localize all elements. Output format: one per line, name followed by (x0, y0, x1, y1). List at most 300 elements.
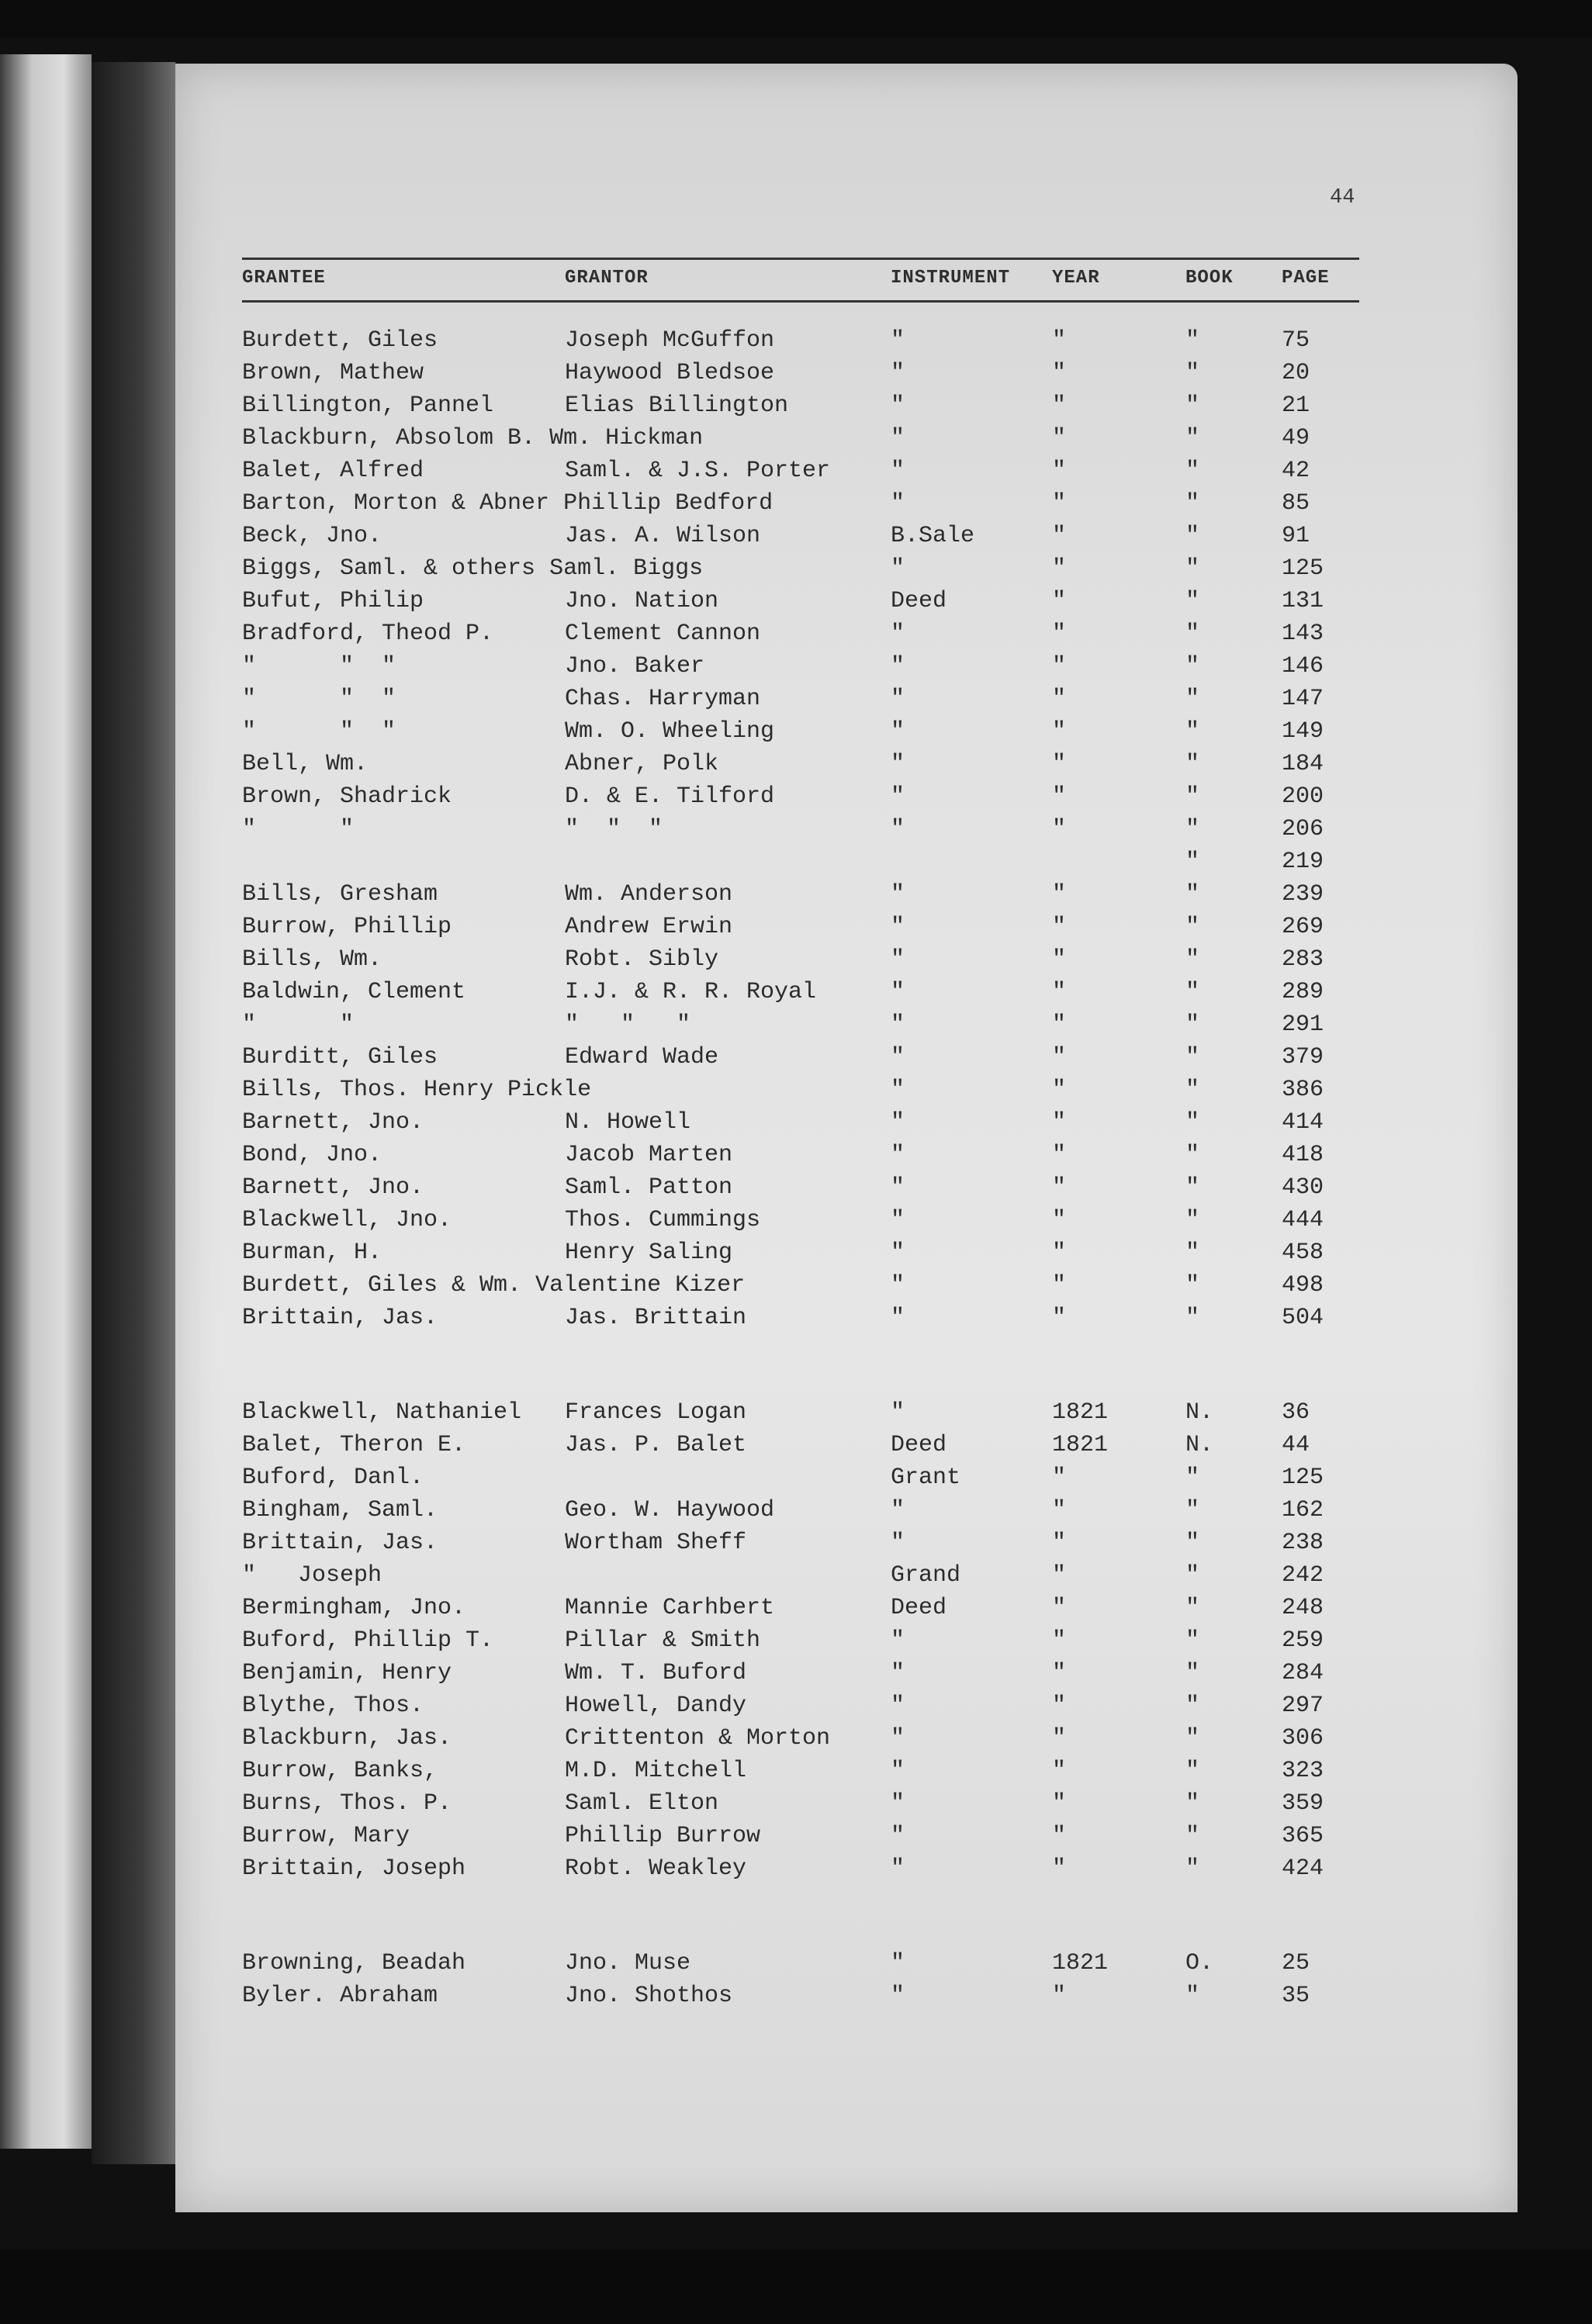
cell-year: " (1052, 523, 1067, 549)
cell-grantee: Brittain, Jas. (242, 1530, 438, 1556)
cell-book: " (1185, 360, 1200, 386)
cell-grantor: Jno. Shothos (565, 1983, 733, 2009)
cell-year: " (1052, 1174, 1067, 1201)
header-book: BOOK (1185, 268, 1234, 289)
cell-grantor: Wm. T. Buford (565, 1660, 747, 1686)
cell-grantor: Wm. Anderson (565, 881, 733, 908)
cell-instrument: " (891, 393, 905, 419)
cell-year: " (1052, 327, 1067, 354)
cell-year: " (1052, 1272, 1067, 1299)
cell-book: " (1185, 849, 1200, 875)
cell-grantor: Wortham Sheff (565, 1530, 747, 1556)
cell-book: " (1185, 1660, 1200, 1686)
cell-instrument: " (891, 1855, 905, 1882)
cell-year: " (1052, 1530, 1067, 1556)
table-row (175, 1823, 1494, 1854)
cell-grantee: Bingham, Saml. (242, 1497, 438, 1523)
cell-grantee: Burdett, Giles (242, 327, 438, 354)
cell-instrument: " (891, 881, 905, 908)
cell-year: " (1052, 1855, 1067, 1882)
cell-year: " (1052, 653, 1067, 680)
cell-instrument: " (891, 1758, 905, 1784)
cell-page: 418 (1282, 1142, 1324, 1168)
cell-book: " (1185, 914, 1200, 940)
cell-book: " (1185, 327, 1200, 354)
cell-page: 289 (1282, 979, 1324, 1005)
cell-page: 42 (1282, 458, 1310, 484)
cell-grantor: N. Howell (565, 1109, 691, 1136)
cell-year: " (1052, 621, 1067, 647)
cell-page: 125 (1282, 555, 1324, 582)
cell-page: 283 (1282, 946, 1324, 973)
cell-book: " (1185, 881, 1200, 908)
table-row (175, 1855, 1494, 1887)
cell-book: " (1185, 1693, 1200, 1719)
cell-book: " (1185, 1758, 1200, 1784)
cell-book: " (1185, 979, 1200, 1005)
cell-grantor: I.J. & R. R. Royal (565, 979, 817, 1005)
cell-grantee: " " (242, 1012, 355, 1038)
cell-year: " (1052, 425, 1067, 451)
cell-page: 259 (1282, 1627, 1324, 1654)
cell-book: " (1185, 686, 1200, 712)
cell-year: " (1052, 1465, 1067, 1491)
table-row (175, 1983, 1494, 2014)
header-grantor: GRANTOR (565, 268, 649, 289)
table-row (175, 1399, 1494, 1430)
cell-book: " (1185, 1497, 1200, 1523)
cell-instrument: Grant (891, 1465, 961, 1491)
cell-grantee: Burrow, Mary (242, 1823, 410, 1849)
cell-instrument: " (891, 946, 905, 973)
cell-book: " (1185, 1790, 1200, 1817)
cell-instrument: " (891, 1627, 905, 1654)
cell-instrument: " (891, 751, 905, 777)
cell-year: " (1052, 1627, 1067, 1654)
cell-grantee: Byler. Abraham (242, 1983, 438, 2009)
cell-grantee: Burrow, Banks, (242, 1758, 438, 1784)
photo-top-border (0, 0, 1592, 37)
cell-grantee: " Joseph (242, 1562, 382, 1589)
table-row (175, 1595, 1494, 1626)
cell-grantor: Abner, Polk (565, 751, 719, 777)
header-instrument: INSTRUMENT (891, 268, 1011, 289)
cell-grantor: Jno. Nation (565, 588, 719, 614)
cell-grantor: D. & E. Tilford (565, 783, 775, 810)
cell-grantee: Brittain, Joseph (242, 1855, 466, 1882)
cell-page: 430 (1282, 1174, 1324, 1201)
table-row (175, 718, 1494, 749)
cell-page: 219 (1282, 849, 1324, 875)
cell-book: " (1185, 1725, 1200, 1752)
cell-page: 323 (1282, 1758, 1324, 1784)
cell-page: 75 (1282, 327, 1310, 354)
cell-grantor: Robt. Weakley (565, 1855, 747, 1882)
table-row (175, 621, 1494, 652)
cell-year: " (1052, 1305, 1067, 1331)
cell-year: " (1052, 751, 1067, 777)
cell-year: " (1052, 1109, 1067, 1136)
table-row (175, 653, 1494, 684)
cell-book: " (1185, 1012, 1200, 1038)
table-row (175, 523, 1494, 554)
adjacent-page-edge (0, 54, 92, 2149)
cell-page: 85 (1282, 490, 1310, 517)
table-row (175, 1497, 1494, 1528)
cell-page: 20 (1282, 360, 1310, 386)
cell-page: 36 (1282, 1399, 1310, 1426)
cell-year: " (1052, 816, 1067, 842)
cell-year: " (1052, 1758, 1067, 1784)
cell-instrument: Grand (891, 1562, 961, 1589)
cell-grantee: Burman, H. (242, 1240, 382, 1266)
cell-year: " (1052, 686, 1067, 712)
cell-instrument: " (891, 1012, 905, 1038)
cell-book: " (1185, 1044, 1200, 1070)
cell-year: " (1052, 458, 1067, 484)
cell-grantor: Crittenton & Morton (565, 1725, 831, 1752)
cell-year: " (1052, 1595, 1067, 1621)
cell-year: " (1052, 1983, 1067, 2009)
table-row (175, 979, 1494, 1010)
cell-instrument: " (891, 914, 905, 940)
cell-grantee: Bond, Jno. (242, 1142, 382, 1168)
cell-page: 414 (1282, 1109, 1324, 1136)
cell-grantee: Barton, Morton & Abner Phillip Bedford (242, 490, 774, 517)
cell-grantee: Bell, Wm. (242, 751, 369, 777)
table-row (175, 393, 1494, 424)
table-row (175, 1725, 1494, 1756)
cell-year: " (1052, 360, 1067, 386)
cell-grantor: Andrew Erwin (565, 914, 733, 940)
table-row (175, 327, 1494, 358)
cell-grantee: Bills, Gresham (242, 881, 438, 908)
cell-page: 200 (1282, 783, 1324, 810)
cell-instrument: " (891, 718, 905, 745)
cell-page: 242 (1282, 1562, 1324, 1589)
table-row (175, 425, 1494, 456)
cell-book: " (1185, 1174, 1200, 1201)
cell-year: " (1052, 1240, 1067, 1266)
cell-grantee: Brown, Mathew (242, 360, 424, 386)
table-row (175, 1530, 1494, 1561)
cell-instrument: " (891, 1272, 905, 1299)
table-row (175, 588, 1494, 619)
cell-book: N. (1185, 1432, 1214, 1458)
page-number: 44 (1330, 186, 1355, 209)
cell-book: " (1185, 1983, 1200, 2009)
table-row (175, 360, 1494, 391)
cell-grantor: " " " (565, 1012, 691, 1038)
table-row (175, 555, 1494, 586)
cell-instrument: " (891, 1077, 905, 1103)
table-row (175, 686, 1494, 717)
table-row (175, 1562, 1494, 1593)
cell-grantee: Burrow, Phillip (242, 914, 452, 940)
table-row (175, 1044, 1494, 1075)
cell-instrument: " (891, 1109, 905, 1136)
cell-grantor: Jno. Muse (565, 1950, 691, 1976)
table-row (175, 1012, 1494, 1043)
cell-book: " (1185, 1530, 1200, 1556)
cell-instrument: " (891, 458, 905, 484)
cell-grantor: Jas. Brittain (565, 1305, 747, 1331)
cell-grantee: Balet, Alfred (242, 458, 424, 484)
cell-grantee: Brown, Shadrick (242, 783, 452, 810)
cell-grantee: Balet, Theron E. (242, 1432, 466, 1458)
cell-page: 25 (1282, 1950, 1310, 1976)
cell-page: 143 (1282, 621, 1324, 647)
cell-book: " (1185, 718, 1200, 745)
cell-book: " (1185, 555, 1200, 582)
cell-book: " (1185, 1305, 1200, 1331)
cell-grantee: Barnett, Jno. (242, 1109, 424, 1136)
cell-book: " (1185, 1855, 1200, 1882)
cell-book: " (1185, 1562, 1200, 1589)
cell-year: " (1052, 588, 1067, 614)
cell-grantor: Jas. A. Wilson (565, 523, 761, 549)
cell-grantee: Buford, Phillip T. (242, 1627, 494, 1654)
table-row (175, 1207, 1494, 1238)
cell-grantee: Browning, Beadah (242, 1950, 466, 1976)
cell-year: " (1052, 979, 1067, 1005)
cell-book: " (1185, 523, 1200, 549)
cell-book: " (1185, 783, 1200, 810)
cell-year: " (1052, 946, 1067, 973)
header-page: PAGE (1282, 268, 1330, 289)
cell-book: N. (1185, 1399, 1214, 1426)
cell-year: 1821 (1052, 1432, 1109, 1458)
table-row (175, 1272, 1494, 1303)
cell-grantor: Jacob Marten (565, 1142, 733, 1168)
cell-grantor: Pillar & Smith (565, 1627, 761, 1654)
cell-grantor: Phillip Burrow (565, 1823, 761, 1849)
cell-year: " (1052, 1077, 1067, 1103)
cell-year: " (1052, 1823, 1067, 1849)
cell-page: 504 (1282, 1305, 1324, 1331)
cell-year: " (1052, 490, 1067, 517)
cell-book: " (1185, 653, 1200, 680)
cell-grantee: Blackburn, Absolom B. Wm. Hickman (242, 425, 704, 451)
cell-book: " (1185, 946, 1200, 973)
cell-instrument: Deed (891, 1595, 947, 1621)
table-row (175, 1142, 1494, 1173)
table-row (175, 1109, 1494, 1140)
cell-grantee: Blackburn, Jas. (242, 1725, 452, 1752)
cell-grantee: Benjamin, Henry (242, 1660, 452, 1686)
cell-grantee: Beck, Jno. (242, 523, 382, 549)
table-row (175, 458, 1494, 489)
cell-instrument: " (891, 621, 905, 647)
cell-grantee: " " (242, 816, 355, 842)
cell-instrument: B.Sale (891, 523, 975, 549)
cell-instrument: " (891, 1174, 905, 1201)
cell-book: " (1185, 1595, 1200, 1621)
cell-instrument: " (891, 1790, 905, 1817)
cell-page: 91 (1282, 523, 1310, 549)
cell-grantee: Burns, Thos. P. (242, 1790, 452, 1817)
cell-page: 386 (1282, 1077, 1324, 1103)
cell-grantor: Jas. P. Balet (565, 1432, 747, 1458)
cell-grantor: Mannie Carhbert (565, 1595, 775, 1621)
cell-grantor: Edward Wade (565, 1044, 719, 1070)
cell-grantor: Saml. & J.S. Porter (565, 458, 831, 484)
cell-instrument: " (891, 816, 905, 842)
cell-page: 269 (1282, 914, 1324, 940)
cell-grantee: Bermingham, Jno. (242, 1595, 466, 1621)
cell-page: 379 (1282, 1044, 1324, 1070)
cell-page: 444 (1282, 1207, 1324, 1233)
cell-book: " (1185, 816, 1200, 842)
cell-instrument: " (891, 686, 905, 712)
cell-book: " (1185, 751, 1200, 777)
cell-page: 147 (1282, 686, 1324, 712)
cell-grantee: " " " (242, 718, 396, 745)
cell-book: O. (1185, 1950, 1214, 1976)
cell-book: " (1185, 458, 1200, 484)
cell-instrument: " (891, 1240, 905, 1266)
table-row (175, 1660, 1494, 1691)
cell-instrument: " (891, 1823, 905, 1849)
cell-book: " (1185, 1077, 1200, 1103)
cell-year: " (1052, 1497, 1067, 1523)
cell-year: " (1052, 1562, 1067, 1589)
cell-grantee: " " " (242, 653, 396, 680)
cell-page: 498 (1282, 1272, 1324, 1299)
header-grantee: GRANTEE (242, 268, 326, 289)
cell-page: 146 (1282, 653, 1324, 680)
cell-book: " (1185, 1627, 1200, 1654)
cell-grantor: Joseph McGuffon (565, 327, 775, 354)
cell-grantor: Wm. O. Wheeling (565, 718, 775, 745)
cell-book: " (1185, 1272, 1200, 1299)
table-row (175, 1950, 1494, 1981)
cell-instrument: " (891, 1399, 905, 1426)
cell-book: " (1185, 490, 1200, 517)
cell-page: 291 (1282, 1012, 1324, 1038)
cell-grantor: Henry Saling (565, 1240, 733, 1266)
cell-grantee: Biggs, Saml. & others Saml. Biggs (242, 555, 704, 582)
cell-year: " (1052, 1207, 1067, 1233)
cell-grantee: Blackwell, Jno. (242, 1207, 452, 1233)
cell-page: 248 (1282, 1595, 1324, 1621)
cell-grantor: Thos. Cummings (565, 1207, 761, 1233)
table-row (175, 1432, 1494, 1463)
cell-book: " (1185, 1465, 1200, 1491)
cell-instrument: " (891, 1044, 905, 1070)
cell-instrument: " (891, 653, 905, 680)
cell-grantor: Chas. Harryman (565, 686, 761, 712)
cell-grantee: Baldwin, Clement (242, 979, 466, 1005)
cell-instrument: " (891, 783, 905, 810)
cell-instrument: " (891, 1142, 905, 1168)
cell-page: 184 (1282, 751, 1324, 777)
cell-grantee: Bufut, Philip (242, 588, 424, 614)
cell-instrument: " (891, 1660, 905, 1686)
cell-year: " (1052, 718, 1067, 745)
cell-page: 306 (1282, 1725, 1324, 1752)
photo-bottom-border (0, 2250, 1592, 2324)
cell-page: 162 (1282, 1497, 1324, 1523)
cell-instrument: " (891, 1530, 905, 1556)
cell-page: 239 (1282, 881, 1324, 908)
cell-page: 35 (1282, 1983, 1310, 2009)
table-row (175, 1693, 1494, 1724)
cell-book: " (1185, 1109, 1200, 1136)
cell-instrument: Deed (891, 588, 947, 614)
cell-book: " (1185, 621, 1200, 647)
cell-year: " (1052, 1012, 1067, 1038)
cell-instrument: " (891, 1983, 905, 2009)
cell-grantor: Saml. Elton (565, 1790, 719, 1817)
cell-book: " (1185, 425, 1200, 451)
table-header (242, 258, 1359, 303)
cell-grantee: Blackwell, Nathaniel (242, 1399, 522, 1426)
cell-grantee: Bills, Thos. Henry Pickle (242, 1077, 592, 1103)
cell-instrument: " (891, 555, 905, 582)
cell-instrument: " (891, 1305, 905, 1331)
table-row (175, 783, 1494, 814)
cell-page: 49 (1282, 425, 1310, 451)
cell-year: " (1052, 1693, 1067, 1719)
cell-book: " (1185, 1207, 1200, 1233)
cell-grantee: Bradford, Theod P. (242, 621, 494, 647)
table-row (175, 751, 1494, 782)
cell-grantor: Elias Billington (565, 393, 789, 419)
cell-page: 284 (1282, 1660, 1324, 1686)
cell-grantee: Barnett, Jno. (242, 1174, 424, 1201)
cell-grantee: " " " (242, 686, 396, 712)
cell-grantor: " " " (565, 816, 663, 842)
cell-year: " (1052, 1142, 1067, 1168)
cell-year: 1821 (1052, 1950, 1109, 1976)
cell-grantee: Brittain, Jas. (242, 1305, 438, 1331)
table-row (175, 816, 1494, 847)
cell-instrument: " (891, 1693, 905, 1719)
cell-instrument: Deed (891, 1432, 947, 1458)
cell-page: 424 (1282, 1855, 1324, 1882)
cell-instrument: " (891, 360, 905, 386)
cell-year: 1821 (1052, 1399, 1109, 1426)
cell-year: " (1052, 1790, 1067, 1817)
table-row (175, 881, 1494, 912)
cell-grantor: Saml. Patton (565, 1174, 733, 1201)
table-row (175, 849, 1494, 880)
cell-instrument: " (891, 1950, 905, 1976)
cell-book: " (1185, 588, 1200, 614)
cell-year: " (1052, 783, 1067, 810)
cell-grantor: Howell, Dandy (565, 1693, 747, 1719)
cell-grantor: Clement Cannon (565, 621, 761, 647)
table-row (175, 490, 1494, 521)
cell-page: 21 (1282, 393, 1310, 419)
table-row (175, 1174, 1494, 1205)
table-row (175, 1790, 1494, 1821)
cell-page: 125 (1282, 1465, 1324, 1491)
cell-instrument: " (891, 425, 905, 451)
cell-year: " (1052, 1044, 1067, 1070)
cell-grantor: Jno. Baker (565, 653, 705, 680)
table-row (175, 1465, 1494, 1496)
cell-grantee: Billington, Pannel (242, 393, 494, 419)
cell-page: 297 (1282, 1693, 1324, 1719)
cell-instrument: " (891, 979, 905, 1005)
cell-instrument: " (891, 1725, 905, 1752)
cell-page: 131 (1282, 588, 1324, 614)
cell-instrument: " (891, 1207, 905, 1233)
cell-instrument: " (891, 490, 905, 517)
cell-page: 359 (1282, 1790, 1324, 1817)
